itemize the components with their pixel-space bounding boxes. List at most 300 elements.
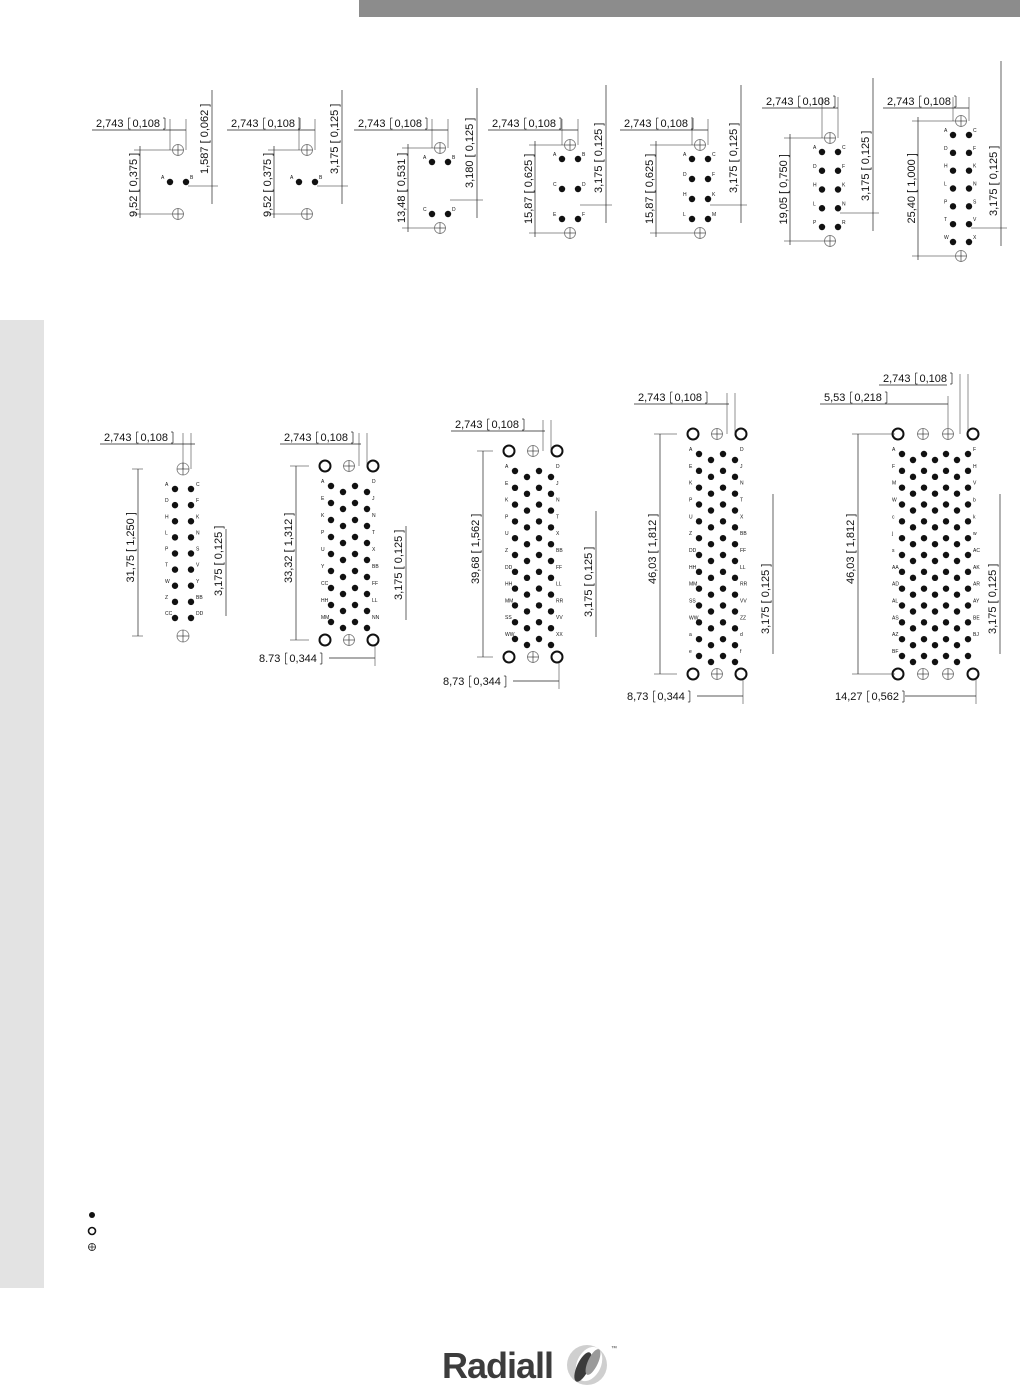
contact-label: E <box>553 212 557 218</box>
dimension-group <box>455 419 524 431</box>
contact-dot <box>943 451 949 457</box>
contact-dot <box>575 216 581 222</box>
contact-dot <box>943 602 949 608</box>
contact-dot <box>188 550 194 556</box>
contact-dot <box>921 501 927 507</box>
dimension-value-in: 0,344 <box>473 676 501 688</box>
contact-dot <box>352 568 358 574</box>
contact-dot <box>950 132 956 138</box>
contact-dot <box>689 196 695 202</box>
contact-label: AA <box>892 564 899 571</box>
guide-pin-ring <box>552 446 563 457</box>
contact-label: VV <box>556 615 563 622</box>
dimension-value-in: 0,108 <box>528 118 557 130</box>
dimension-value-mm: 2,743 <box>96 118 124 130</box>
height-dimension: 33,32 [ 1,312 ] <box>283 512 295 583</box>
contact-dot <box>965 552 971 558</box>
height-dimension: 39,68 [ 1,562 ] <box>470 513 482 584</box>
contact-dot <box>732 507 738 513</box>
guide-pin-ring <box>968 669 979 680</box>
contact-dot <box>689 216 695 222</box>
contact-label: D <box>452 207 456 213</box>
contact-dot <box>559 156 565 162</box>
contact-label: F <box>582 212 586 218</box>
contact-label: D <box>683 172 687 178</box>
contact-dot <box>548 541 554 547</box>
guide-pin-ring <box>320 635 331 646</box>
contact-dot <box>340 540 346 546</box>
contact-dot <box>296 179 302 185</box>
contact-dot <box>188 502 194 508</box>
guide-pin-ring <box>736 669 747 680</box>
contact-dot <box>172 599 178 605</box>
contact-label: AD <box>892 581 899 588</box>
contact-dot <box>689 156 695 162</box>
contact-label: FF <box>556 564 563 571</box>
contact-dot <box>708 625 714 631</box>
contact-label: F <box>973 447 977 453</box>
contact-dot <box>732 625 738 631</box>
contact-dot <box>921 636 927 642</box>
contact-dot <box>512 585 518 591</box>
contact-dot <box>340 608 346 614</box>
contact-dot <box>921 653 927 659</box>
contact-dot <box>328 534 334 540</box>
contact-dot <box>524 491 530 497</box>
contact-dot <box>720 468 726 474</box>
contact-label: MM <box>321 615 330 621</box>
contact-label: D <box>556 464 560 470</box>
contact-dot <box>943 619 949 625</box>
contact-label: U <box>505 531 509 538</box>
contact-dot <box>575 156 581 162</box>
contact-dot <box>910 457 916 463</box>
contact-dot <box>188 518 194 524</box>
contact-dot <box>696 552 702 558</box>
contact-label: CC <box>321 581 329 587</box>
contact-label: D <box>740 447 744 453</box>
contact-label: w <box>973 531 977 538</box>
contact-dot <box>689 176 695 182</box>
contact-label: s <box>892 548 895 554</box>
contact-dot <box>364 608 370 614</box>
contact-label: P <box>813 220 817 226</box>
contact-label: V <box>196 562 200 569</box>
contact-dot <box>720 585 726 591</box>
spacing-dimension: 3,175 [ 0,125 ] <box>987 563 999 634</box>
contact-label: FF <box>740 548 747 554</box>
dimension-value-mm: 8,73 <box>443 676 465 688</box>
contact-dot <box>932 524 938 530</box>
dimension-value-mm: 2,743 <box>455 419 483 431</box>
contact-label: D <box>944 145 948 152</box>
contact-dot <box>732 575 738 581</box>
contact-dot <box>966 150 972 156</box>
contact-label: BE <box>973 615 980 622</box>
contact-label: J <box>556 480 559 487</box>
contact-label: C <box>553 182 557 188</box>
dimension-group <box>443 676 506 688</box>
contact-dot <box>921 518 927 524</box>
contact-dot <box>364 625 370 631</box>
contact-label: X <box>973 235 977 241</box>
contact-dot <box>340 625 346 631</box>
contact-dot <box>732 558 738 564</box>
dimension-value-in: 0,108 <box>394 118 423 130</box>
dimension-group <box>835 691 904 703</box>
contact-dot <box>364 506 370 512</box>
contact-dot <box>899 518 905 524</box>
contact-dot <box>899 569 905 575</box>
height-dimension: 19,05 [ 0,750 ] <box>778 154 790 225</box>
dimension-value-mm: 2,743 <box>883 373 911 385</box>
contact-label: F <box>842 163 846 170</box>
contact-dot <box>512 485 518 491</box>
guide-pin-ring <box>552 652 563 663</box>
contact-label: F <box>196 498 200 505</box>
dimension-group <box>824 392 887 404</box>
contact-dot <box>954 490 960 496</box>
contact-dot <box>965 653 971 659</box>
contact-label: D <box>582 182 586 188</box>
contact-dot <box>696 518 702 524</box>
dimension-value-in: 0,562 <box>871 691 900 703</box>
contact-label: K <box>321 513 325 519</box>
contact-dot <box>950 203 956 209</box>
contact-dot <box>172 615 178 621</box>
contact-dot <box>943 585 949 591</box>
contact-dot <box>328 551 334 557</box>
layout-7 <box>883 61 1007 262</box>
contact-dot <box>708 608 714 614</box>
dimension-group <box>627 691 690 703</box>
spacing-dimension: 3,180 [ 0,125 ] <box>464 117 476 188</box>
dimension-value-in: 0,108 <box>660 118 689 130</box>
dimension-value-mm: 2,743 <box>492 118 520 130</box>
contact-label: C <box>973 128 977 134</box>
contact-dot <box>512 518 518 524</box>
contact-label: ZZ <box>740 615 747 622</box>
contact-dot <box>950 185 956 191</box>
contact-dot <box>188 566 194 572</box>
contact-dot <box>954 507 960 513</box>
contact-dot <box>183 179 189 185</box>
contact-label: F <box>712 172 716 178</box>
contact-dot <box>950 239 956 245</box>
contact-label: U <box>321 547 325 553</box>
dimension-value-in: 0,108 <box>132 118 161 130</box>
dimension-group <box>492 118 561 130</box>
contact-dot <box>932 541 938 547</box>
contact-label: DD <box>505 564 513 571</box>
crossed-circle-icon <box>86 1241 98 1253</box>
contact-label: a <box>689 632 692 639</box>
contact-dot <box>708 524 714 530</box>
contact-dot <box>364 557 370 563</box>
contact-dot <box>536 518 542 524</box>
contact-dot <box>559 216 565 222</box>
contact-dot <box>921 451 927 457</box>
contact-label: T <box>740 497 744 504</box>
contact-label: M <box>712 212 717 218</box>
dimension-value-mm: 2,743 <box>358 118 386 130</box>
contact-dot <box>819 168 825 174</box>
guide-pin-ring <box>968 429 979 440</box>
contact-dot <box>835 186 841 192</box>
dimension-value-in: 0,108 <box>491 419 520 431</box>
contact-dot <box>708 642 714 648</box>
contact-label: MM <box>689 581 698 588</box>
guide-pin-ring <box>368 635 379 646</box>
contact-label: HH <box>505 581 513 588</box>
contact-dot <box>188 486 194 492</box>
contact-label: E <box>689 463 693 470</box>
contact-label: Y <box>321 564 325 570</box>
contact-label: M <box>892 480 897 487</box>
contact-label: W <box>165 578 170 585</box>
dimension-value-in: 0,108 <box>674 392 703 404</box>
contact-label: BB <box>556 548 563 554</box>
contact-label: N <box>196 530 200 537</box>
height-dimension: 46,03 [ 1,812 ] <box>845 513 857 584</box>
contact-dot <box>932 591 938 597</box>
dimension-value-mm: 2,743 <box>638 392 666 404</box>
contact-label: K <box>505 497 509 504</box>
contact-label: VV <box>740 598 747 605</box>
contact-dot <box>835 224 841 230</box>
contact-dot <box>172 566 178 572</box>
trademark-mark: ™ <box>611 1346 617 1352</box>
contact-label: J <box>372 496 375 502</box>
spacing-dimension: 3,175 [ 0,125 ] <box>860 130 872 201</box>
contact-dot <box>910 541 916 547</box>
contact-label: K <box>842 182 846 189</box>
contact-dot <box>954 474 960 480</box>
contact-label: C <box>423 207 427 213</box>
contact-label: B <box>319 175 323 181</box>
contact-dot <box>932 625 938 631</box>
contact-dot <box>921 619 927 625</box>
dimension-value-mm: 8.73 <box>259 653 281 665</box>
contact-dot <box>720 451 726 457</box>
contact-dot <box>708 541 714 547</box>
contact-dot <box>536 535 542 541</box>
contact-label: k <box>973 514 976 521</box>
contact-dot <box>559 186 565 192</box>
contact-label: H <box>944 163 948 170</box>
contact-dot <box>732 642 738 648</box>
contact-dot <box>696 451 702 457</box>
radiall-logo <box>442 1342 622 1388</box>
contact-label: d <box>740 632 743 639</box>
dimension-group <box>887 96 956 108</box>
contact-label: N <box>556 497 560 504</box>
contact-dot <box>696 535 702 541</box>
contact-label: CC <box>165 611 173 617</box>
contact-label: WW <box>505 632 515 638</box>
contact-dot <box>548 642 554 648</box>
contact-label: DD <box>689 548 697 554</box>
guide-pin-ring <box>688 429 699 440</box>
dimension-value-in: 0,344 <box>657 691 685 703</box>
contact-label: J <box>740 463 743 470</box>
contact-dot <box>575 186 581 192</box>
contact-label: E <box>505 480 509 487</box>
contact-dot <box>899 535 905 541</box>
contact-label: T <box>944 217 948 224</box>
contact-label: A <box>683 152 687 158</box>
contact-label: RR <box>740 581 748 588</box>
contact-dot <box>364 489 370 495</box>
contact-dot <box>819 186 825 192</box>
contact-dot <box>188 534 194 540</box>
contact-dot <box>954 642 960 648</box>
contact-label: W <box>944 235 949 241</box>
spacing-dimension: 3,175 [ 0,125 ] <box>583 546 595 617</box>
contact-label: AK <box>973 564 980 571</box>
contact-dot <box>548 558 554 564</box>
dimension-value-in: 0,108 <box>802 96 831 108</box>
dimension-group <box>358 118 427 130</box>
contact-dot <box>965 619 971 625</box>
contact-label: BJ <box>973 632 979 639</box>
contact-dot <box>950 221 956 227</box>
contact-dot <box>954 558 960 564</box>
contact-dot <box>819 149 825 155</box>
contact-label: C <box>196 482 200 488</box>
contact-dot <box>965 468 971 474</box>
contact-dot <box>899 552 905 558</box>
dimension-value-mm: 2,743 <box>104 432 132 444</box>
spacing-dimension: 3,175 [ 0,125 ] <box>213 525 225 596</box>
contact-dot <box>188 583 194 589</box>
contact-dot <box>548 625 554 631</box>
contact-dot <box>328 585 334 591</box>
contact-dot <box>445 159 451 165</box>
contact-label: DD <box>196 611 204 617</box>
contact-dot <box>172 583 178 589</box>
contact-label: V <box>973 480 977 487</box>
contact-label: F <box>973 145 977 152</box>
contact-dot <box>548 608 554 614</box>
contact-label: A <box>553 152 557 158</box>
contact-label: H <box>683 192 687 198</box>
contact-label: A <box>892 447 896 453</box>
contact-dot <box>524 507 530 513</box>
contact-dot <box>536 569 542 575</box>
contact-dot <box>352 602 358 608</box>
contact-dot <box>352 551 358 557</box>
contact-dot <box>340 557 346 563</box>
contact-label: Z <box>165 594 169 601</box>
contact-label: SS <box>505 615 512 622</box>
contact-dot <box>548 575 554 581</box>
dimension-value-in: 0,108 <box>140 432 169 444</box>
contact-label: H <box>973 463 977 470</box>
contact-dot <box>910 558 916 564</box>
contact-label: LL <box>556 581 562 588</box>
contact-dot <box>720 552 726 558</box>
contact-dot <box>910 507 916 513</box>
layout-4 <box>488 85 612 239</box>
contact-label: XX <box>556 632 563 638</box>
contact-dot <box>328 500 334 506</box>
contact-label: S <box>196 546 200 553</box>
contact-label: L <box>683 212 686 218</box>
contact-label: W <box>892 497 897 504</box>
contact-dot <box>943 552 949 558</box>
logo-swirl-icon <box>563 1342 611 1388</box>
contact-dot <box>708 558 714 564</box>
contact-dot <box>950 167 956 173</box>
contact-dot <box>708 457 714 463</box>
contact-dot <box>819 224 825 230</box>
contact-dot <box>328 483 334 489</box>
contact-label: Z <box>689 531 693 538</box>
contact-dot <box>696 569 702 575</box>
guide-hole-icon <box>86 1225 98 1237</box>
contact-dot <box>921 585 927 591</box>
contact-dot <box>899 653 905 659</box>
contact-dot <box>172 550 178 556</box>
contact-dot <box>965 501 971 507</box>
contact-label: P <box>505 514 509 521</box>
contact-label: AC <box>973 548 980 554</box>
dimension-value-in: 0,108 <box>919 373 948 385</box>
contact-label: A <box>161 175 165 181</box>
contact-dot <box>720 569 726 575</box>
contact-label: FF <box>372 581 379 587</box>
contact-dot <box>819 205 825 211</box>
contact-label: D <box>372 479 376 485</box>
contact-dot <box>943 501 949 507</box>
contact-label: R <box>842 220 846 226</box>
contact-label: A <box>165 482 169 488</box>
contact-label: U <box>689 514 693 521</box>
contact-label: A <box>689 447 693 453</box>
contact-dot <box>364 591 370 597</box>
contact-dot <box>921 484 927 490</box>
contact-dot <box>340 591 346 597</box>
contact-dot <box>167 179 173 185</box>
dimension-value-mm: 2,743 <box>231 118 259 130</box>
contact-dot <box>921 535 927 541</box>
contact-label: B <box>582 152 586 158</box>
contact-label: f <box>740 649 742 655</box>
contact-dot <box>328 602 334 608</box>
contact-dot <box>965 585 971 591</box>
contact-dot <box>932 642 938 648</box>
contact-label: AS <box>892 615 899 622</box>
contact-dot <box>340 523 346 529</box>
spacing-dimension: 3,175 [ 0,125 ] <box>329 103 341 174</box>
contact-dot <box>708 659 714 665</box>
contact-dot <box>943 569 949 575</box>
dimension-group <box>883 373 952 385</box>
contact-dot <box>720 484 726 490</box>
layout-8 <box>100 432 226 642</box>
contact-label: c <box>892 514 895 521</box>
height-dimension: 9,52 [ 0,375 ] <box>262 152 274 217</box>
contact-dot <box>910 659 916 665</box>
contact-dot <box>966 203 972 209</box>
contact-dot <box>696 602 702 608</box>
contact-label: D <box>813 163 817 170</box>
contact-label: C <box>712 152 716 158</box>
height-dimension: 25,40 [ 1,000 ] <box>906 153 918 224</box>
contact-label: RR <box>556 598 564 605</box>
height-dimension: 13,48 [ 0,531 ] <box>396 152 408 223</box>
